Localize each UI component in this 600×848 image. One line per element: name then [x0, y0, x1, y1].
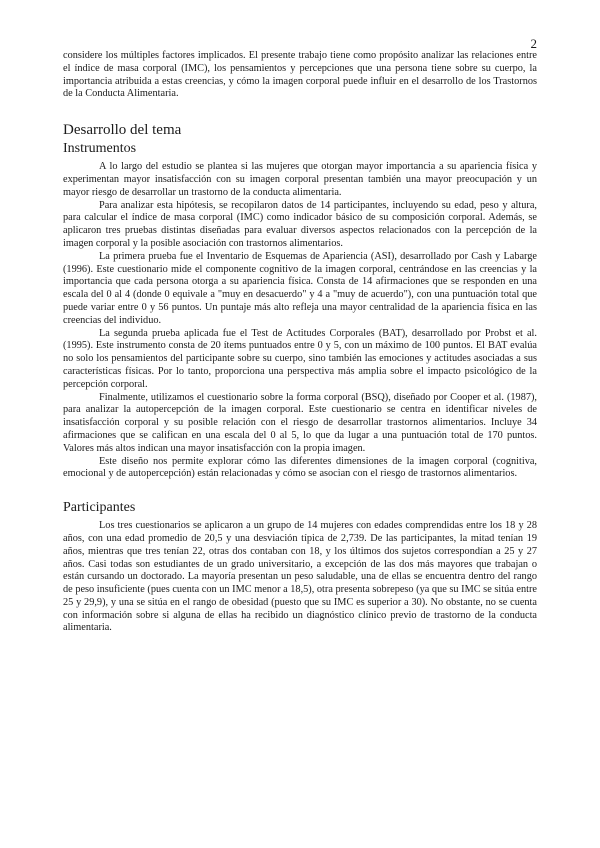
intro-paragraph: considere los múltiples factores implicados. El presente trabajo tiene como propósito analizar las relaciones entre el índice de masa corporal (IMC), los pensamientos y percepciones que una persona tiene sobre su cuerpo, la importancia atribuida a estas creencias, y cómo la imagen corporal puede influir en el desarrollo de los Trastornos de la Conducta Alimentaria.	[63, 50, 537, 100]
page-number: 2	[530, 36, 537, 51]
document-body	[63, 50, 537, 635]
instruments-paragraph-3: La primera prueba fue el Inventario de Esquemas de Apariencia (ASI), desarrollado por Cash y Labarge (1996). Este cuestionario mide el componente cognitivo de la imagen corporal, centrándose en las creencias y la importancia que cada persona otorga a su apariencia física. Consta de 14 afirmaciones que se responden en una escala del 0 al 4 (donde 0 equivale a "muy en desacuerdo" y 4 a "muy de acuerdo"), con una puntuación total que puede variar entre 0 y 56 puntos. Un puntaje más alto refleja una mayor centralidad de la apariencia física en las creencias del individuo.	[63, 250, 537, 326]
section-heading: Desarrollo del tema	[63, 122, 182, 139]
instruments-paragraph-1: A lo largo del estudio se plantea si las mujeres que otorgan mayor importancia a su apariencia física y experimentan mayor insatisfacción con su imagen corporal presentan también una mayor preocupación y un mayor riesgo de desarrollar un trastorno de la conducta alimentaria.	[63, 161, 537, 198]
participants-paragraph: Los tres cuestionarios se aplicaron a un grupo de 14 mujeres con edades comprendidas entre los 18 y 28 años, con una edad promedio de 20,5 y una desviación típica de 2,739. De las participantes, la mitad tenían 19 años, mientras que tres tenían 22, otras dos contaban con 18, y los últimos dos sujetos correspondían a 25 y 27 años. Casi todas son estudiantes de un grado universitario, a excepción de las dos más mayores que trabajan o están cursando un doctorado. La mayoría presentan un peso saludable, una de ellas se encuentra dentro del rango de peso insuficiente (pues cuenta con un IMC menor a 18,5), otra presenta sobrepeso (ya que su IMC se sitúa entre 25 y 29,9), y una se sitúa en el rango de obesidad (puesto que su IMC es superior a 30). No obstante, no se cuenta con información sobre si alguna de ellas ha recibido un diagnóstico clínico previo de trastorno de la conducta alimentaria.	[63, 520, 537, 634]
instruments-paragraph-4: La segunda prueba aplicada fue el Test de Actitudes Corporales (BAT), desarrollado por Probst et al. (1995). Este instrumento consta de 20 ítems puntuados entre 0 y 5, con un máximo de 100 puntos. El BAT evalúa no solo los pensamientos del participante sobre su cuerpo, sino también las emociones y actitudes asociadas a sus características físicas. Por lo tanto, proporciona una perspectiva más amplia sobre el impacto psicológico de la percepción corporal.	[63, 327, 537, 390]
instruments-paragraph-6: Este diseño nos permite explorar cómo las diferentes dimensiones de la imagen corporal (cognitiva, emocional y de autopercepción) están relacionadas y cómo se asocian con el riesgo de trastornos alimentarios.	[63, 455, 537, 480]
instruments-paragraph-2: Para analizar esta hipótesis, se recopilaron datos de 14 participantes, incluyendo su edad, peso y altura, para calcular el índice de masa corporal (IMC) como indicador básico de su composición corporal. Además, se aplicaron tres pruebas distintas diseñadas para evaluar diversos aspectos relacionados con la percepción de la imagen corporal y la posible asociación con trastornos alimentarios.	[63, 199, 537, 249]
instruments-heading: Instrumentos	[63, 141, 137, 157]
participants-heading: Participantes	[63, 500, 136, 516]
instruments-paragraph-5: Finalmente, utilizamos el cuestionario sobre la forma corporal (BSQ), diseñado por Cooper et al. (1987), para analizar la autopercepción de la imagen corporal. Este cuestionario se centra en identificar niveles de insatisfacción corporal y su posible relación con el riesgo de desarrollar trastornos alimentarios. Incluye 34 afirmaciones que se califican en una escala del 0 al 5, lo que da lugar a una puntuación total de 170 puntos. Valores más altos indican una mayor insatisfacción con la propia imagen.	[63, 391, 537, 454]
